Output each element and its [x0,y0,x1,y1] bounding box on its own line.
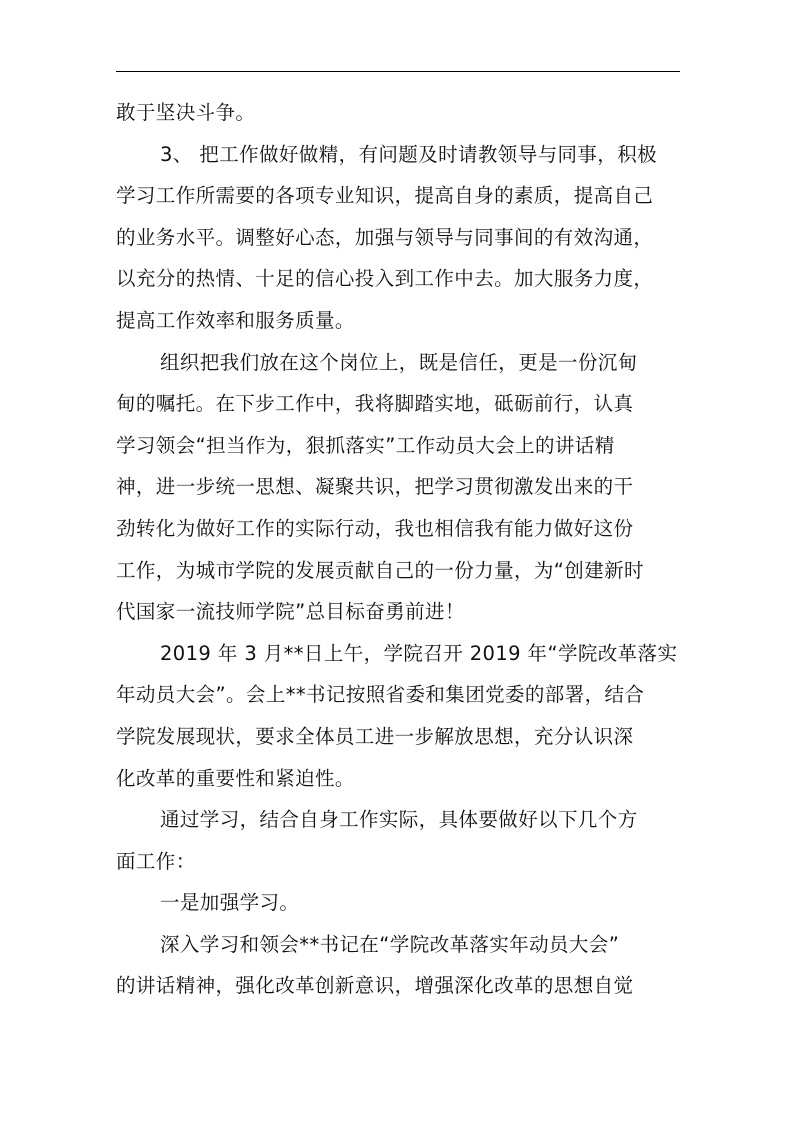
paragraph-start-line: 一是加强学习。 [160,891,300,915]
paragraph-start-line: 3、 把工作做好做精，有问题及时请教领导与同事，积极 [160,142,658,166]
text-line: 化改革的重要性和紧迫性。 [116,766,355,790]
text-line: 甸的嘱托。在下步工作中，我将脚踏实地，砥砺前行，认真 [116,392,634,416]
paragraph-start-line: 组织把我们放在这个岗位上，既是信任，更是一份沉甸 [160,350,638,374]
document-body [116,92,682,1007]
paragraph-start-line: 通过学习，结合自身工作实际，具体要做好以下几个方 [160,808,638,832]
text-line: 劲转化为做好工作的实际行动，我也相信我有能力做好这份 [116,516,634,540]
text-line: 工作，为城市学院的发展贡献自己的一份力量，为“创建新时 [116,558,644,582]
text-line: 的业务水平。调整好心态，加强与领导与同事间的有效沟通， [116,225,654,249]
header-rule [116,71,680,72]
text-line: 敢于坚决斗争。 [116,101,256,124]
text-line: 学习领会“担当作为，狠抓落实”工作动员大会上的讲话精 [116,433,615,457]
text-line: 以充分的热情、十足的信心投入到工作中去。加大服务力度， [116,267,654,291]
paragraph-start-line: 2019 年 3 月**日上午，学院召开 2019 年“学院改革落实 [160,641,678,665]
text-line: 神，进一步统一思想、凝聚共识，把学习贯彻激发出来的干 [116,475,634,499]
text-line: 学习工作所需要的各项专业知识，提高自身的素质，提高自己 [116,184,654,208]
text-line: 面工作： [116,849,196,873]
text-line: 的讲话精神，强化改革创新意识，增强深化改革的思想自觉 [116,974,634,998]
text-line: 学院发展现状，要求全体员工进一步解放思想，充分认识深 [116,724,634,748]
text-line: 年动员大会”。会上**书记按照省委和集团党委的部署，结合 [116,683,645,707]
text-line: 提高工作效率和服务质量。 [116,308,355,332]
text-line: 代国家一流技师学院”总目标奋勇前进！ [116,600,465,624]
paragraph-start-line: 深入学习和领会**书记在“学院改革落实年动员大会” [160,932,620,956]
